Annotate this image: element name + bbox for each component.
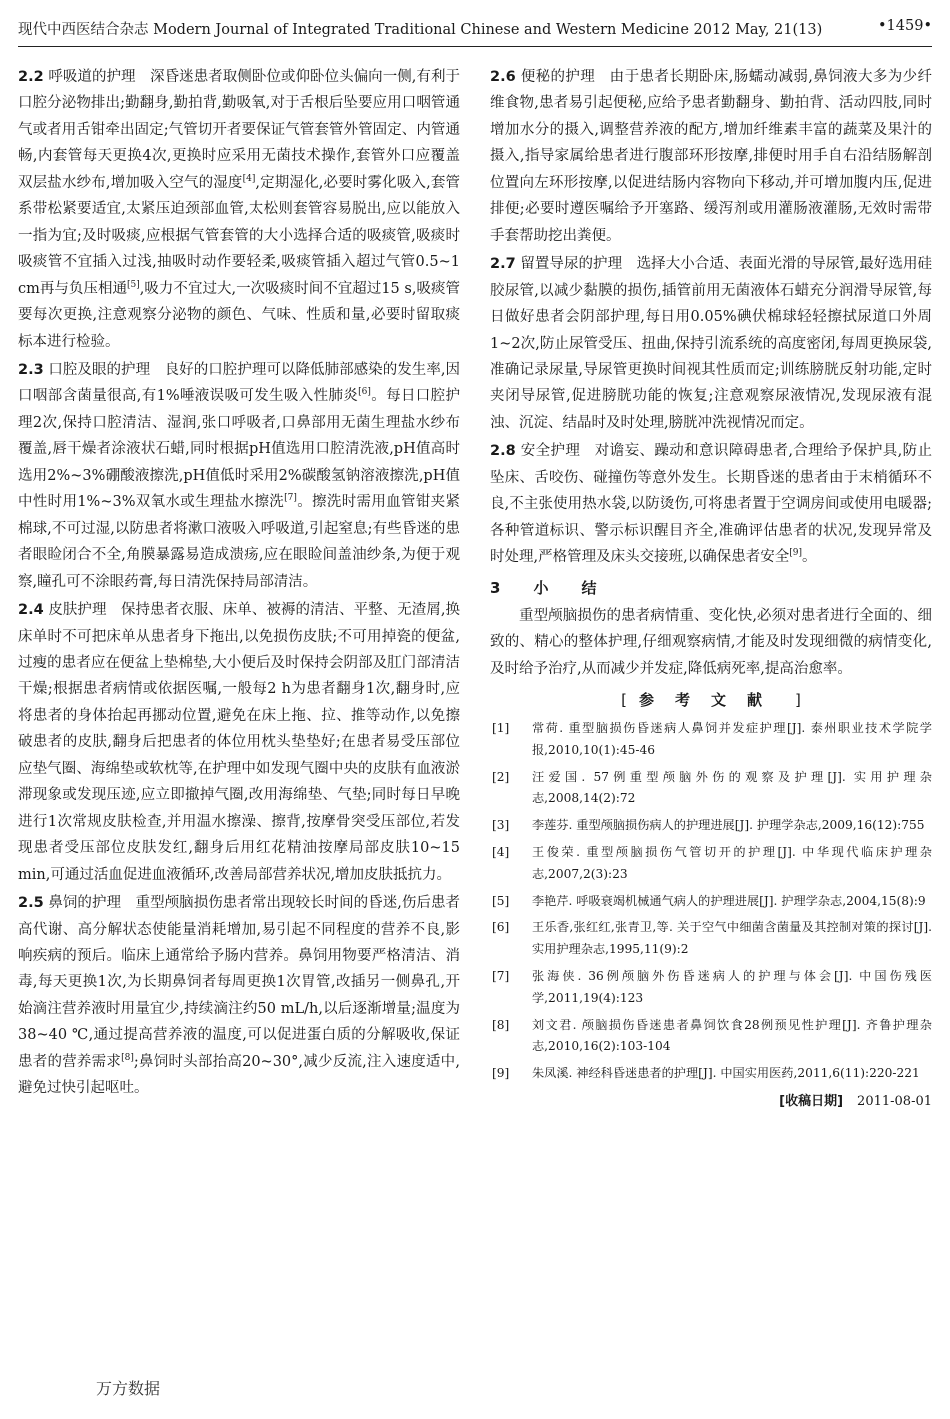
citation: [5] (127, 279, 140, 290)
received-date (490, 1090, 932, 1109)
citation: [4] (242, 173, 256, 184)
paragraph-text: 保持患者衣服、床单、被褥的清洁、平整、无渣屑,换床单时不可把床单从患者身下拖出,以免损伤皮肤;不可用掉瓷的便盆,过瘦的患者应在便盆上垫棉垫,大小便后及时保持会阴部及肛门部清洁干燥;根据患者病情或依据医嘱,一般每2 h为患者翻身1次,翻身时,应将患者的身体抬起再挪动位置,避免在床上拖、拉、推等动作,以免擦破患者的皮肤,翻身后把患者的体位用枕头垫垫好;在患者易受压部位应垫气圈、海绵垫或软枕等,在护理中如发现气圈中央的皮肤有血液淤滞现象或发现压迹,应立即撤掉气圈,改用海绵垫、气垫;同时每日早晚进行1次常规皮肤检查,并用温水擦澡、擦背,按摩骨突受压部位,若发现患者受压部位皮肤发红,翻身后用红花精油按摩局部皮肤10~15 min,可通过活血促进血液循环,改善局部营养状况,增加皮肤抵抗力。 (18, 602, 461, 883)
reference-item (490, 891, 932, 913)
paragraph-text: 深昏迷患者取侧卧位或仰卧位头偏向一侧,有利于口腔分泌物排出;勤翻身,勤拍背,勤吸氧,对于舌根后坠要应用口咽管通气或者用舌钳牵出固定;气管切开者要保证气管套管外管固定、内管通畅,内套管每天更换4次,更换时应采用无菌技术操作,套管外口应覆盖双层盐水纱布,增加吸入空气的湿度 (18, 69, 461, 191)
paragraph-text: 重型颅脑损伤患者常出现较长时间的昏迷,伤后患者高代谢、高分解状态使能量消耗增加,易引起不同程度的营养不良,影响疾病的预后。临床上通常给予肠内营养。鼻饲用物要严格清洁、消毒,每天更换1次,为长期鼻饲者每周更换1次胃管,改插另一侧鼻孔,开始滴注营养液时用量宜少,持续滴注约50 mL/h,以后逐渐增量;温度为38~40 ℃,通过提高营养液的温度,可以促进蛋白质的分解吸收,保证患者的营养需求 (18, 895, 461, 1070)
section-title: 安全护理 (520, 443, 581, 460)
reference-item (490, 815, 932, 837)
section-number: 2.2 (18, 69, 44, 85)
reference-text: 常荷. 重型脑损伤昏迷病人鼻饲并发症护理[J]. 泰州职业技术学院学报,2010,10(1):45-46 (532, 720, 932, 757)
reference-item (490, 917, 932, 961)
paragraph-text: 对谵妄、躁动和意识障碍患者,合理给予保护具,防止坠床、舌咬伤、碰撞伤等意外发生。长期昏迷的患者由于末梢循环不良,不主张使用热水袋,以防烫伤,可将患者置于空调房间或使用电暖器;各种管道标识、警示标识醒目齐全,准确评估患者的状况,发现异常及时处理,严格管理及床头交接班,以确保患者安全 (490, 443, 933, 566)
paragraph-text: 。擦洗时需用血管钳夹紧棉球,不可过湿,以防患者将漱口液吸入呼吸道,引起窒息;有些昏迷的患者眼睑闭合不全,角膜暴露易造成溃疡,应在眼睑间盖油纱条,为便于观察,瞳孔可不涂眼药膏,每日清洗保持局部清洁。 (18, 494, 461, 590)
bracket-open: [ (621, 690, 627, 709)
reference-text: 李莲芬. 重型颅脑损伤病人的护理进展[J]. 护理学杂志,2009,16(12):755 (532, 818, 925, 833)
page-header (18, 18, 932, 42)
section-number: 2.4 (18, 602, 44, 619)
reference-text: 王俊荣. 重型颅脑损伤气管切开的护理[J]. 中华现代临床护理杂志,2007,2(3):23 (532, 844, 932, 881)
section-number: 3 (490, 578, 501, 597)
reference-text: 刘文君. 颅脑损伤昏迷患者鼻饲饮食28例预见性护理[J]. 齐鲁护理杂志,2010,16(2):103-104 (532, 1017, 932, 1054)
citation: [6] (358, 387, 371, 398)
journal-title: 现代中西医结合杂志 Modern Journal of Integrated Traditional Chinese and Western Medicine 2012 May, 21(13) (18, 22, 823, 38)
paragraph-text: ;鼻饲时头部抬高20~30°,减少反流,注入速度适中,避免过快引起呕吐。 (18, 1053, 461, 1097)
reference-index: [8] (492, 1017, 510, 1032)
references-heading (490, 688, 932, 712)
section-number: 2.8 (490, 443, 516, 460)
watermark: 万方数据 (96, 1379, 161, 1398)
section-2-3 (18, 357, 460, 595)
section-2-8 (490, 438, 932, 570)
reference-item (490, 966, 932, 1010)
section-title: 便秘的护理 (520, 69, 596, 85)
bracket-close: ] (795, 690, 801, 709)
section-2-2 (18, 64, 460, 355)
paragraph-text: 。每日口腔护理2次,保持口腔清洁、湿润,张口呼吸者,口鼻部用无菌生理盐水纱布覆盖,唇干燥者涂液状石蜡,同时根据pH值选用口腔清洗液,pH值高时选用2%~3%硼酸液擦洗,pH值低时采用2%碳酸氢钠溶液擦洗,pH值中性时用1%~3%双氧水或生理盐水擦洗 (18, 388, 460, 511)
section-number: 2.6 (490, 69, 516, 85)
paragraph-text: 良好的口腔护理可以降低肺部感染的发生率,因口咽部含菌量很高,有1%唾液误吸可发生吸入性肺炎 (18, 361, 461, 405)
paragraph-text: ,吸力不宜过大,一次吸痰时间不宜超过15 s,吸痰管要每次更换,注意观察分泌物的颜色、气味、性质和量,必要时留取痰标本进行检验。 (18, 280, 461, 350)
reference-index: [3] (492, 818, 510, 833)
left-column (18, 64, 460, 1102)
section-3-text: 重型颅脑损伤的患者病情重、变化快,必须对患者进行全面的、细致的、精心的整体护理,仔细观察病情,才能及时发现细微的病情变化,及时给予治疗,从而减少并发症,降低病死率,提高治愈率。 (490, 607, 932, 677)
reference-text: 汪爱国. 57例重型颅脑外伤的观察及护理[J]. 实用护理杂志,2008,14(2):72 (532, 769, 932, 806)
page-number: •1459• (877, 18, 932, 34)
reference-item (490, 718, 932, 762)
reference-item (490, 842, 932, 886)
paragraph-text: 选择大小合适、表面光滑的导尿管,最好选用硅胶尿管,以减少黏膜的损伤,插管前用无菌液体石蜡充分润滑导尿管,每日做好患者会阴部护理,每日用0.05%碘伏棉球轻轻擦拭尿道口外周1~2次,防止尿管受压、扭曲,保持引流系统的高度密闭,每周更换尿袋,准确记录尿量,导尿管更换时间视其性质而定;训练膀胱反射功能,定时夹闭导尿管,促进膀胱功能的恢复;注意观察尿液情况,发现尿液有混浊、沉淀、结晶时及时处理,膀胱冲洗视情况而定。 (490, 256, 933, 431)
paragraph-text: ,定期湿化,必要时雾化吸入,套管系带松紧要适宜,太紧压迫颈部血管,太松则套管容易脱出,应以能放入一指为宜;及时吸痰,应根据气管套管的大小选择合适的吸痰管,吸痰时吸痰管不宜插入过浅,抽吸时动作要轻柔,吸痰管插入超过气管0.5~1 cm再与负压相通 (18, 174, 460, 297)
reference-item (490, 1015, 932, 1059)
reference-index: [2] (492, 769, 510, 784)
section-2-7 (490, 251, 932, 436)
reference-index: [1] (492, 720, 510, 735)
reference-item (490, 767, 932, 811)
right-column (490, 64, 932, 1109)
paragraph-text: 。 (801, 549, 817, 566)
section-2-6 (490, 64, 932, 249)
section-title: 小结 (533, 578, 630, 597)
reference-index: [7] (492, 968, 510, 983)
reference-index: [9] (492, 1066, 510, 1081)
reference-list (490, 718, 932, 1085)
reference-text: 朱凤溪. 神经科昏迷患者的护理[J]. 中国实用医药,2011,6(11):220-221 (532, 1066, 920, 1081)
section-number: 2.5 (18, 895, 44, 912)
received-value: 2011-08-01 (857, 1093, 932, 1109)
paragraph-text: 由于患者长期卧床,肠蠕动减弱,鼻饲液大多为少纤维食物,患者易引起便秘,应给予患者勤翻身、勤拍背、活动四肢,同时增加水分的摄入,调整营养液的配方,增加纤维素丰富的蔬菜及果汁的摄入,指导家属给患者进行腹部环形按摩,排便时用手自右沿结肠解剖位置向左环形按摩,以促进结肠内容物向下移动,并可增加腹内压,促进排便;必要时遵医嘱给予开塞路、缓泻剂或用灌肠液灌肠,无效时需带手套帮助挖出粪便。 (490, 69, 933, 244)
section-title: 皮肤护理 (48, 602, 107, 619)
reference-index: [4] (492, 844, 510, 859)
received-label: [收稿日期] (779, 1093, 844, 1109)
section-title: 留置导尿的护理 (520, 256, 623, 273)
reference-item (490, 1063, 932, 1085)
section-3-heading (490, 575, 932, 601)
reference-text: 李艳芹. 呼吸衰竭机械通气病人的护理进展[J]. 护理学杂志,2004,15(8):9 (532, 893, 926, 908)
reference-index: [6] (492, 920, 510, 935)
section-2-5 (18, 890, 460, 1102)
section-title: 鼻饲的护理 (48, 895, 122, 912)
reference-text: 王乐香,张红红,张青卫,等. 关于空气中细菌含菌量及其控制对策的探讨[J]. 实用护理杂志,1995,11(9):2 (532, 920, 932, 957)
citation: [9] (789, 548, 802, 559)
section-title: 口腔及眼的护理 (48, 361, 151, 378)
section-2-4 (18, 597, 460, 888)
header-rule (18, 46, 932, 47)
section-number: 2.3 (18, 361, 44, 378)
section-title: 呼吸道的护理 (48, 69, 136, 85)
citation: [8] (121, 1052, 134, 1063)
reference-text: 张海侠. 36例颅脑外伤昏迷病人的护理与体会[J]. 中国伤残医学,2011,19(4):123 (532, 968, 932, 1005)
references-title: 参考文献 (638, 690, 783, 709)
section-number: 2.7 (490, 256, 516, 273)
reference-index: [5] (492, 893, 510, 908)
citation: [7] (284, 493, 297, 504)
